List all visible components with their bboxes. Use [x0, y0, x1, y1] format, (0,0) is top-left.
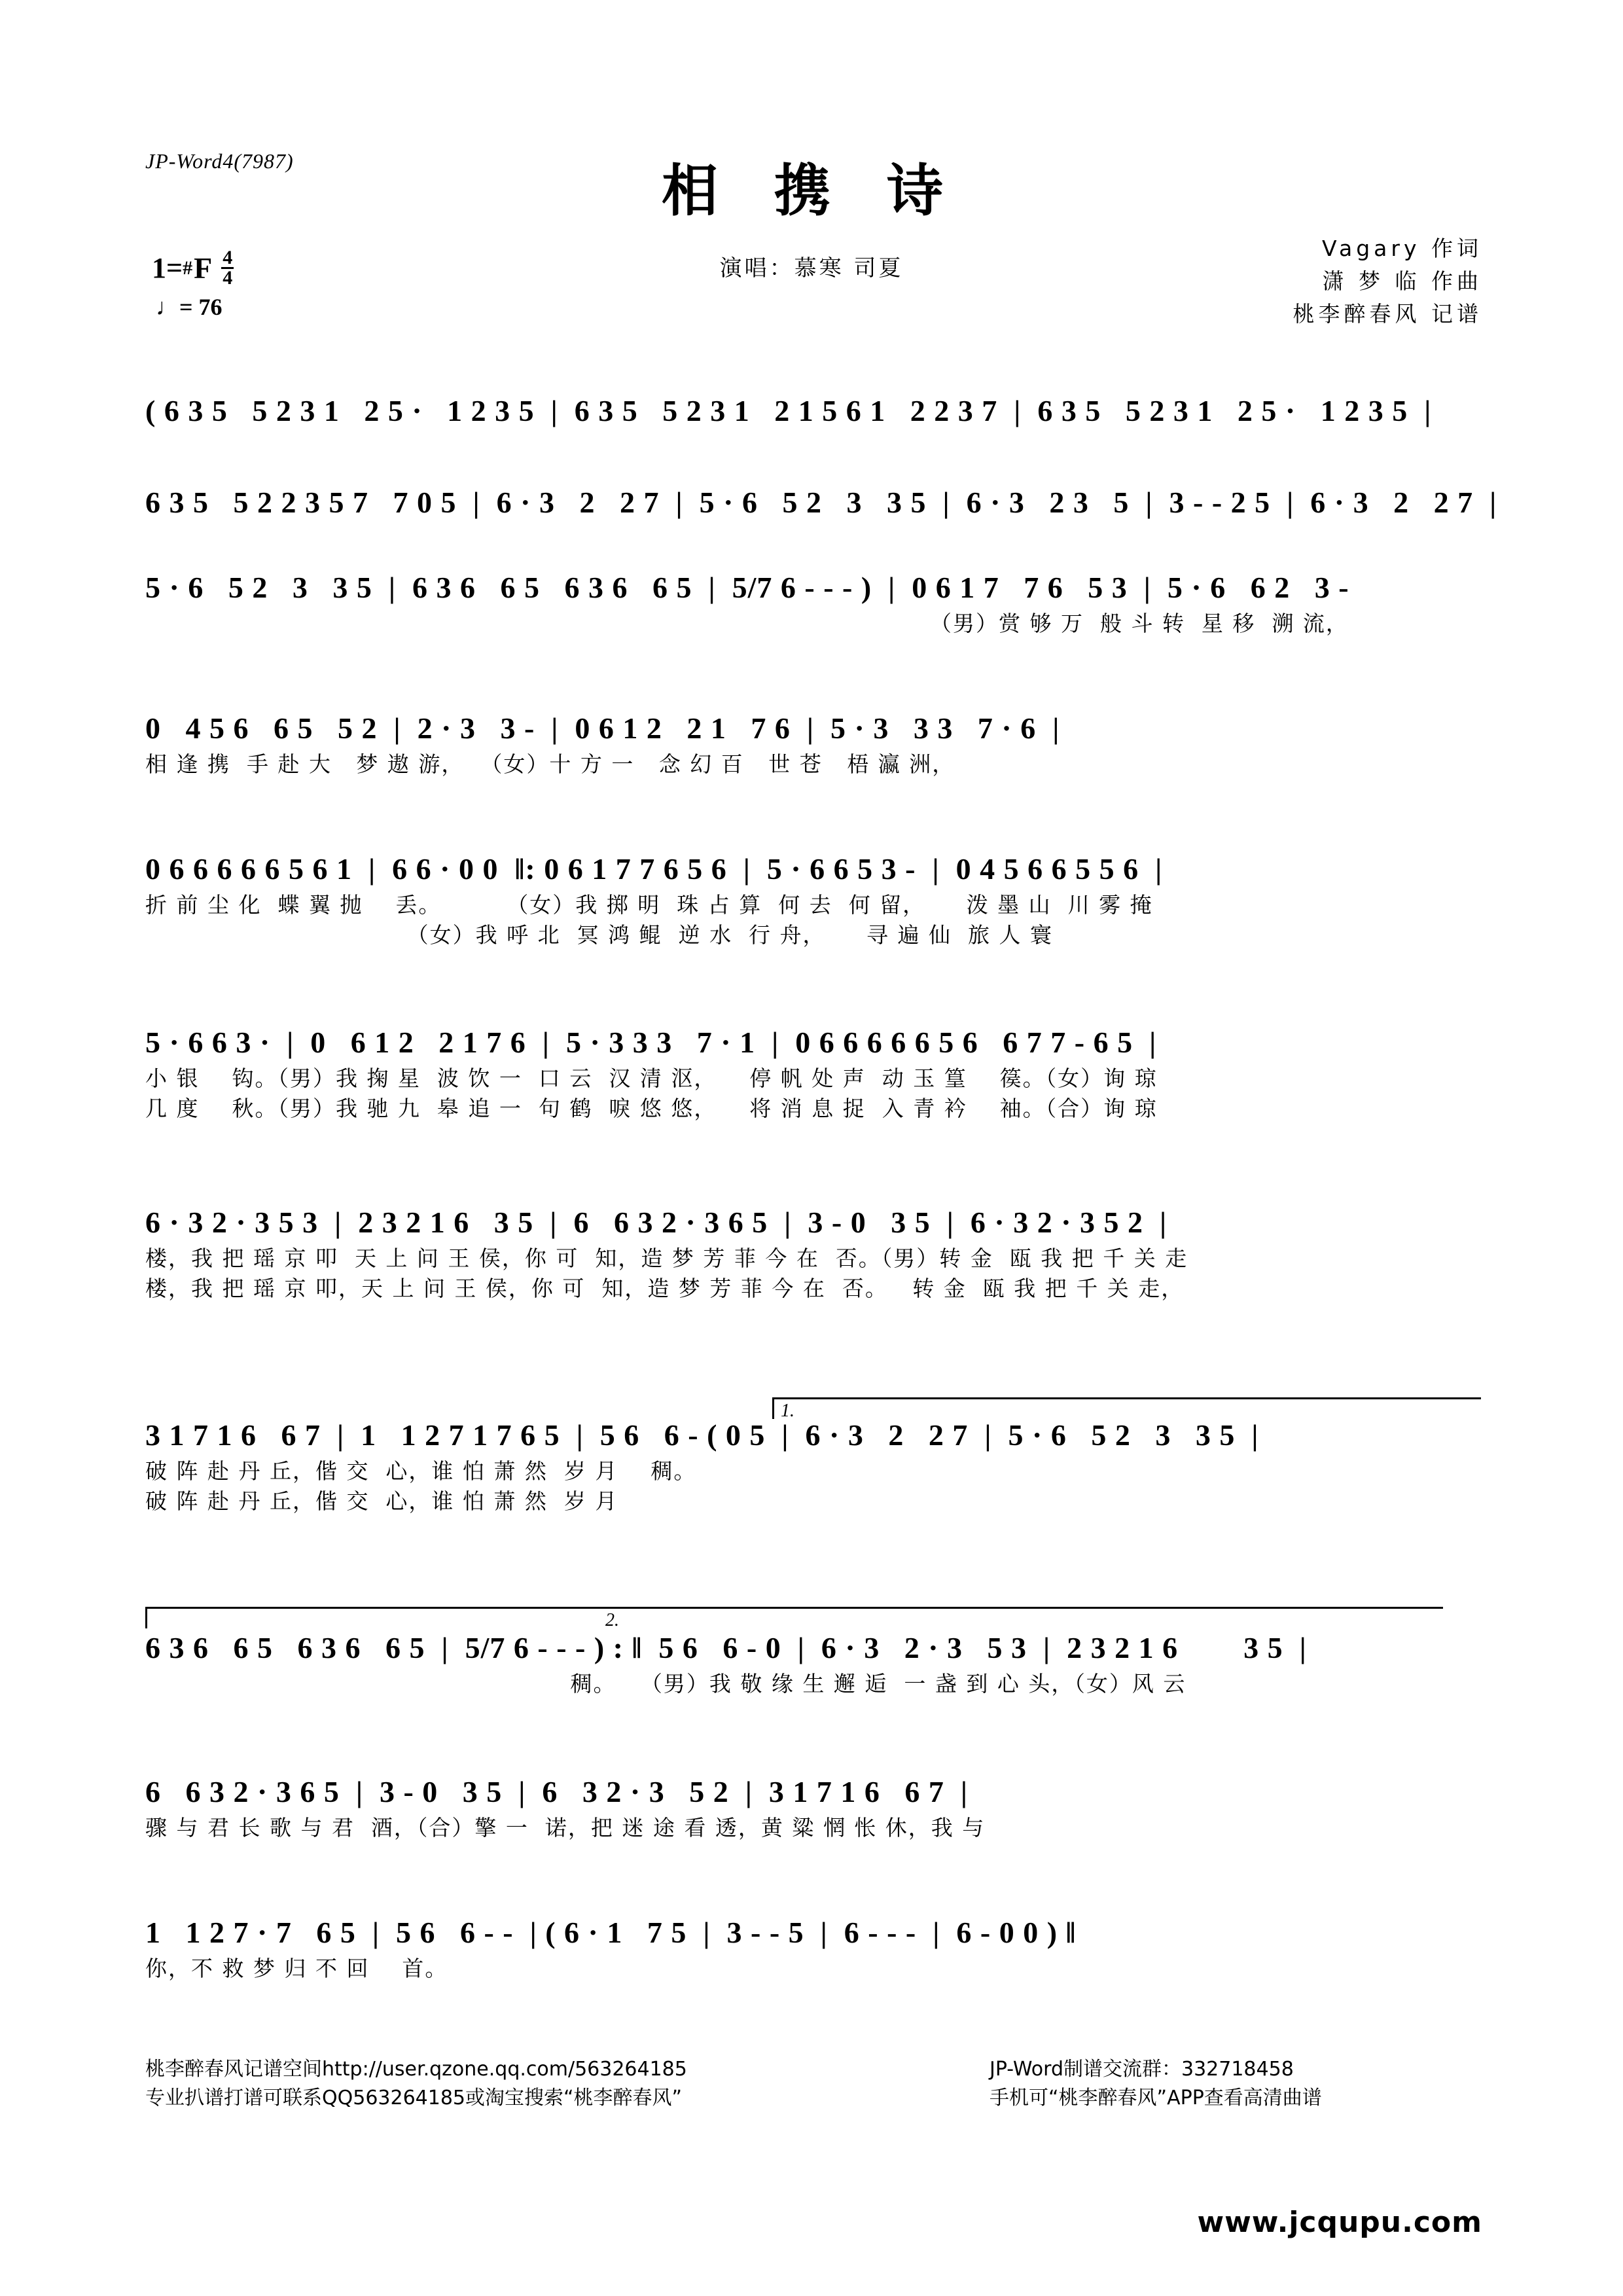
footer-contact: 专业扒谱打谱可联系QQ563264185或淘宝搜索“桃李醉春风”: [145, 2087, 683, 2109]
notation-line: 6 3 5 5 2 2 3 5 7 7 0 5 | 6 · 3 2 2 7 | 5 · 6 5 2 3 3 5 | 6 · 3 2 3 5 | 3 - - 2 5 | 6 · 3 2 2 7 |: [145, 486, 1497, 519]
footer-left: [145, 2055, 687, 2113]
lyric-line: 稠。 （男）我 敬 缘 生 邂 逅 一 盏 到 心 头，（女）风 云: [145, 1671, 1186, 1696]
lyric-line: 骤 与 君 长 歌 与 君 酒，（合）擎 一 诺，把 迷 途 看 透，黄 粱 惘 怅 休，我 与: [145, 1815, 986, 1840]
notation-line: 6 3 6 6 5 6 3 6 6 5 | 5/7 6 - - - ) : ‖ 5 6 6 - 0 | 6 · 3 2 · 3 5 3 | 2 3 2 1 6 3 5 |: [145, 1631, 1307, 1664]
footer-qzone-link[interactable]: 桃李醉春风记谱空间http://user.qzone.qq.com/563264185: [145, 2058, 687, 2081]
credit-lyricist: Vagary 作词: [1322, 236, 1482, 261]
credits-block: [1293, 232, 1483, 331]
notation-line: 6 · 3 2 · 3 5 3 | 2 3 2 1 6 3 5 | 6 6 3 2 · 3 6 5 | 3 - 0 3 5 | 6 · 3 2 · 3 5 2 |: [145, 1206, 1168, 1239]
time-signature-denominator: 4: [223, 267, 233, 289]
notation-line: 3 1 7 1 6 6 7 | 1 1 2 7 1 7 6 5 | 5 6 6 - ( 0 5 | 6 · 3 2 2 7 | 5 · 6 5 2 3 3 5 |: [145, 1418, 1259, 1452]
score-row-6: [145, 1024, 1480, 1124]
sharp-icon: #: [183, 257, 193, 279]
key-letter: F: [194, 251, 213, 285]
score-row-9: [145, 1630, 1480, 1699]
score-row-1: [145, 393, 1480, 429]
footer-right: [990, 2055, 1322, 2113]
site-watermark: www.jcqupu.com: [1197, 2206, 1482, 2239]
notation-line: 1 1 2 7 · 7 6 5 | 5 6 6 - - | ( 6 · 1 7 5 | 3 - - 5 | 6 - - - | 6 - 0 0 ) ‖: [145, 1916, 1077, 1949]
footer-qq-group: JP-Word制谱交流群：332718458: [990, 2058, 1294, 2081]
score-row-5: [145, 851, 1480, 950]
lyric-line-2: （女）我 呼 北 冥 鸿 鲲 逆 水 行 舟， 寻 遍 仙 旅 人 寰: [145, 922, 1053, 948]
score-row-3: [145, 569, 1480, 639]
notation-line: 0 6 6 6 6 6 5 6 1 | 6 6 · 0 0 ‖: 0 6 1 7 7 6 5 6 | 5 · 6 6 5 3 - | 0 4 5 6 6 5 5 6 |: [145, 852, 1163, 886]
lyric-line: 破 阵 赴 丹 丘，偕 交 心，谁 怕 萧 然 岁 月 稠。: [145, 1458, 697, 1484]
notation-line: ( 6 3 5 5 2 3 1 2 5 · 1 2 3 5 | 6 3 5 5 2 3 1 2 1 5 6 1 2 2 3 7 | 6 3 5 5 2 3 1 2 5 · 1 2 3 5 |: [145, 394, 1432, 427]
key-label: 1=: [152, 252, 183, 284]
notation-line: 0 4 5 6 6 5 5 2 | 2 · 3 3 - | 0 6 1 2 2 1 7 6 | 5 · 3 3 3 7 · 6 |: [145, 711, 1060, 745]
score-row-7: [145, 1204, 1480, 1304]
notation-line: 5 · 6 6 3 · | 0 6 1 2 2 1 7 6 | 5 · 3 3 3 7 · 1 | 0 6 6 6 6 6 5 6 6 7 7 - 6 5 |: [145, 1026, 1157, 1059]
credit-composer: 潇 梦 临 作曲: [1322, 268, 1482, 294]
lyric-line: 楼，我 把 瑶 京 叩 天 上 问 王 侯，你 可 知，造 梦 芳 菲 今 在 否。（男）转 金 瓯 我 把 千 关 走: [145, 1246, 1188, 1271]
document-code: JP-Word4(7987): [145, 149, 294, 173]
lyric-line-2: 几 度 秋。（男）我 驰 九 皋 追 一 句 鹤 唳 悠 悠， 将 消 息 捉 入 青 衿 袖。（合）询 琼: [145, 1096, 1158, 1121]
lyric-line: （男）赏 够 万 般 斗 转 星 移 溯 流，: [145, 611, 1349, 636]
volta-bracket-1: [772, 1397, 1481, 1419]
lyric-line: 折 前 尘 化 蝶 翼 抛 丢。 （女）我 掷 明 珠 占 算 何 去 何 留， 泼 墨 山 川 雾 掩: [145, 892, 1153, 918]
credit-notator: 桃李醉春风 记谱: [1293, 301, 1482, 327]
time-signature: [221, 249, 234, 287]
volta-number-1: 1.: [781, 1401, 794, 1421]
score-row-10: [145, 1774, 1480, 1843]
lyric-line: 相 逢 携 手 赴 大 梦 遨 游， （女）十 方 一 念 幻 百 世 苍 梧 瀛 洲，: [145, 751, 955, 777]
lyric-line-2: 楼，我 把 瑶 京 叩，天 上 问 王 侯，你 可 知，造 梦 芳 菲 今 在 否。 转 金 瓯 我 把 千 关 走，: [145, 1276, 1185, 1301]
notation-line: 5 · 6 5 2 3 3 5 | 6 3 6 6 5 6 3 6 6 5 | 5/7 6 - - - ) | 0 6 1 7 7 6 5 3 | 5 · 6 6 2 3 -: [145, 571, 1349, 604]
lyric-line: 你，不 救 梦 归 不 回 首。: [145, 1956, 448, 1981]
time-signature-numerator: 4: [223, 247, 233, 268]
volta-number-2: 2.: [605, 1610, 619, 1630]
score-row-8: [145, 1417, 1480, 1516]
volta-bracket-2: [145, 1607, 1443, 1628]
footer-app-note: 手机可“桃李醉春风”APP查看高清曲谱: [990, 2087, 1322, 2109]
lyric-line-2: 破 阵 赴 丹 丘，偕 交 心，谁 怕 萧 然 岁 月: [145, 1488, 618, 1514]
lyric-line: 小 银 钩。（男）我 掬 星 波 饮 一 口 云 汉 清 沤， 停 帆 处 声 动 玉 篁 篌。（女）询 琼: [145, 1066, 1158, 1091]
score-row-2: [145, 484, 1497, 521]
page-title: 相 携 诗: [662, 158, 961, 224]
notation-line: 6 6 3 2 · 3 6 5 | 3 - 0 3 5 | 6 3 2 · 3 5 2 | 3 1 7 1 6 6 7 |: [145, 1775, 969, 1808]
tempo-marking: ♩= 76: [156, 294, 223, 320]
score-row-4: [145, 710, 1480, 780]
score-row-11: [145, 1914, 1480, 1984]
singer-credit: 演唱：慕寒 司夏: [719, 255, 904, 281]
key-signature: [152, 249, 234, 287]
